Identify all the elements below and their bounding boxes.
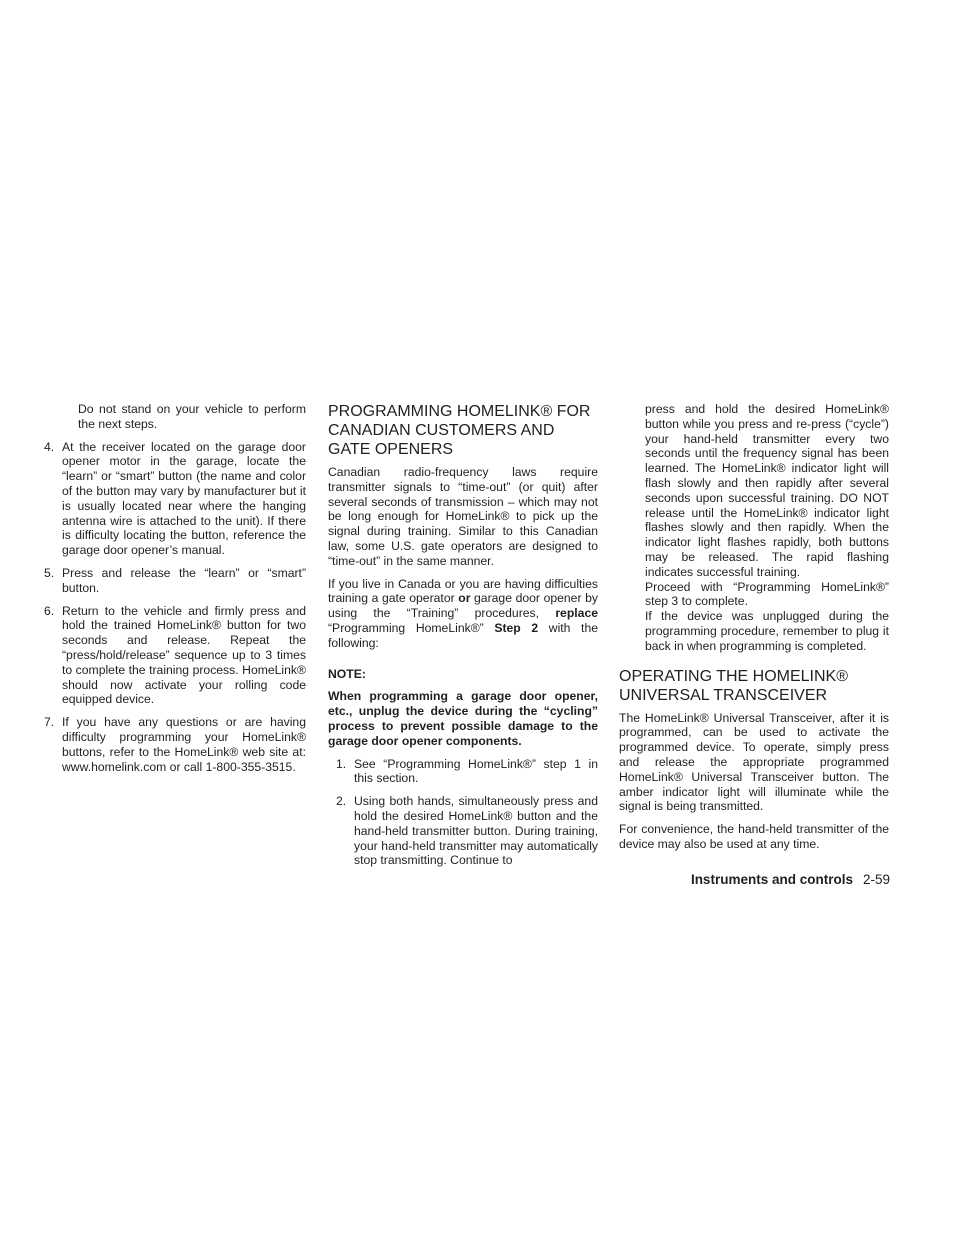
continuation-text: Do not stand on your vehicle to perform the next steps. <box>78 402 306 431</box>
bold-run: or <box>458 591 471 606</box>
continuation-text: If the device was unplugged during the programming procedure, remember to plug it back in when programming is completed. <box>645 609 889 653</box>
list-item <box>40 715 306 774</box>
text-run: If you live in Canada or you are having difficulties training a gate operator <box>328 576 598 606</box>
item-text: Press and release the “learn” or “smart” button. <box>62 565 306 595</box>
left-column <box>40 402 306 782</box>
bold-run: Step 2 <box>494 620 539 635</box>
list-item <box>40 440 306 558</box>
note-label: NOTE: <box>328 666 366 681</box>
item-number: 4. <box>44 439 55 454</box>
text-run: with the following: <box>328 620 599 650</box>
list-item <box>40 566 306 596</box>
text-run: garage door opener by using the “Training” procedures, <box>328 591 598 621</box>
continuation-text: Proceed with “Programming HomeLink®” step 3 to complete. <box>645 579 889 609</box>
page-number: 2-59 <box>862 872 890 887</box>
page-footer <box>600 872 890 887</box>
paragraph: For convenience, the hand-held transmitter of the device may also be used at any time. <box>619 822 889 851</box>
paragraph <box>328 577 598 651</box>
item-number: 1. <box>336 756 347 771</box>
list-item <box>40 604 306 708</box>
item-number: 6. <box>44 603 55 618</box>
item-number: 2. <box>336 794 347 809</box>
right-column <box>619 402 889 860</box>
section-heading: OPERATING THE HOMELINK® UNIVERSAL TRANSCEIVER <box>619 667 849 704</box>
item-number: 7. <box>44 715 55 730</box>
text-run: “Programming HomeLink®” <box>328 620 495 635</box>
bold-run: replace <box>555 606 598 621</box>
middle-column <box>328 402 598 868</box>
paragraph: Canadian radio-frequency laws require transmitter signals to “time-out” (or quit) after several seconds of transmission – which may not be long enough for HomeLink® to pick up the signal during training. Similar to this Canadian law, some U.S. gate operators are designed to “time-out” in the same manner. <box>328 465 598 568</box>
item-text: Return to the vehicle and firmly press and hold the trained HomeLink® button for two seconds and release. Repeat the “press/hold/release” sequence up to 3 times to complete the training process. HomeLink® should now activate your rolling code equipped device. <box>62 603 306 707</box>
item-number: 5. <box>44 565 55 580</box>
list-item <box>328 757 598 787</box>
item-text: If you have any questions or are having difficulty programming your HomeLink® buttons, refer to the HomeLink® web site at: www.homelink.com or call 1-800-355-3515. <box>62 715 306 774</box>
paragraph: The HomeLink® Universal Transceiver, after it is programmed, can be used to activate the programmed device. To operate, simply press and release the appropriate programmed HomeLink® Universal Transceiver button. The amber indicator light will illuminate while the signal is being transmitted. <box>619 710 889 814</box>
note-text: When programming a garage door opener, etc., unplug the device during the “cycling” process to prevent possible damage to the garage door opener components. <box>328 689 598 748</box>
list-item <box>328 794 598 868</box>
section-heading: PROGRAMMING HOMELINK® FOR CANADIAN CUSTOMERS AND GATE OPENERS <box>328 403 591 458</box>
continuation-text: press and hold the desired HomeLink® button while you press and re-press (“cycle”) your hand-held transmitter every two seconds until the frequency signal has been learned. The HomeLink® indicator light will flash slowly and then rapidly after several seconds upon successful training. DO NOT release until the HomeLink® indicator light flashes slowly and then rapidly. When the indicator light flashes rapidly, both buttons may be released. The rapid flashing indicates successful training. <box>645 402 889 579</box>
item-text: Using both hands, simultaneously press and hold the desired HomeLink® button and the hand-held transmitter button. During training, your hand-held transmitter may automatically stop transmitting. Continue to <box>354 794 598 868</box>
item-text: See “Programming HomeLink®” step 1 in this section. <box>354 756 598 786</box>
item-text: At the receiver located on the garage door opener motor in the garage, locate the “learn” or “smart” button (the name and color of the button may vary by manufacturer but it is usually located near where the hanging antenna wire is attached to the unit). If there is difficulty locating the button, reference the garage door opener’s manual. <box>62 439 306 558</box>
footer-section-title: Instruments and controls <box>690 872 853 887</box>
